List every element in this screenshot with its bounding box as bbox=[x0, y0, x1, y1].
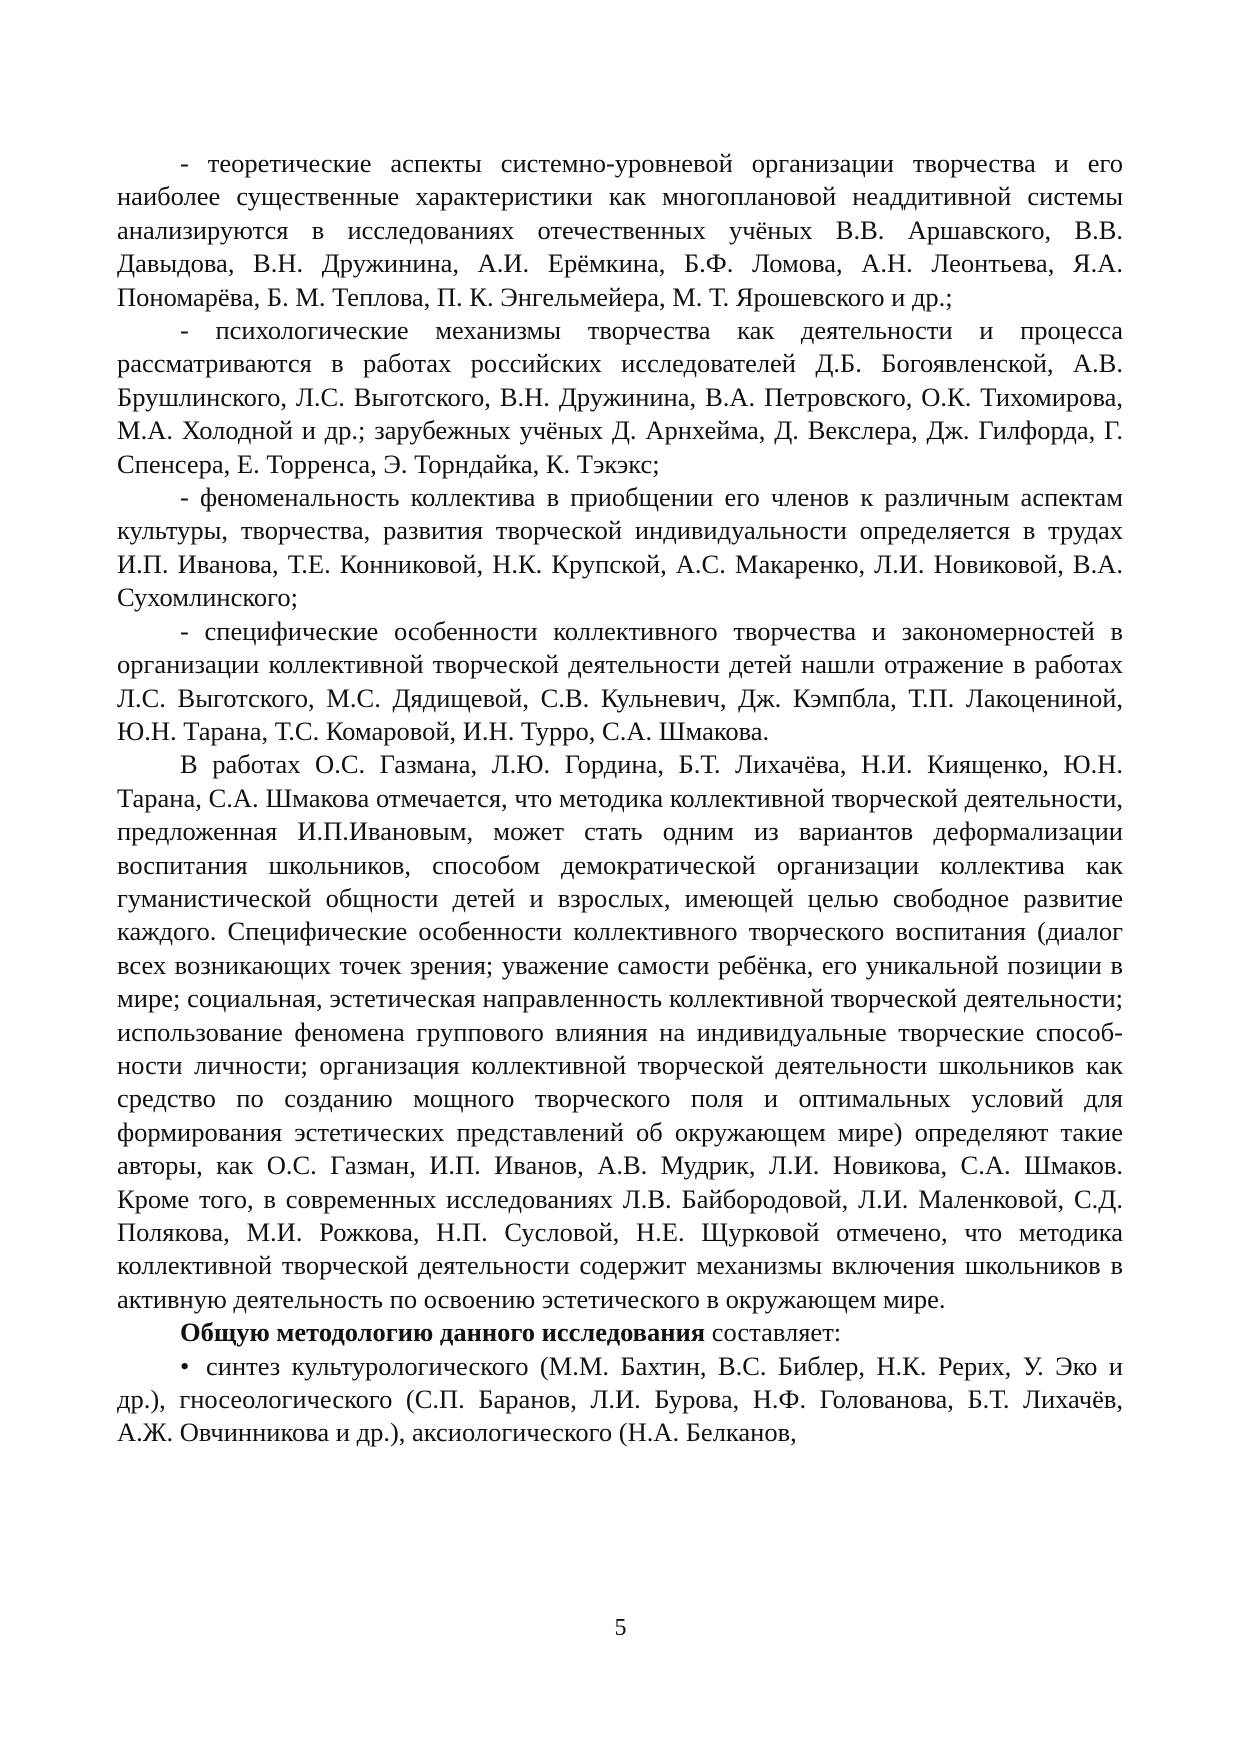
methodology-rest: составляет: bbox=[705, 1317, 842, 1348]
paragraph-collective-creativity: - специфические особенности коллективного творчества и закономерностей в организации коллективной творческой деятельности детей нашли отражение в работах Л.С. Выготского, М.С. Дядищевой, С.В. Кульневич, Дж. Кэмпбла, Т.П. Лакоцениной, Ю.Н. Тарана, Т.С. Комаровой, И.Н. Турро, С.А. Шмакова. bbox=[117, 615, 1123, 746]
paragraph-theoretical-aspects: - теоретические аспекты системно-уровневой организации творчества и его наиболее существенные характеристики как многоплановой неаддитивной системы анализируются в исследованиях отечественных учёных В.В. Аршавского, В.В. Давыдова, В.Н. Дружинина, А.И. Ерёмкина, Б.Ф. Ломова, А.Н. Леонтьева, Я.А. Пономарёва, Б. М. Теплова, П. К. Энгельмейера, М. Т. Ярошевского и др.; bbox=[117, 148, 1123, 312]
body-text bbox=[117, 147, 1123, 1450]
paragraph-collective-phenomenality: - феноменальность коллектива в приобщении его членов к различным аспектам культуры, творчества, развития творческой индивидуальности определяется в трудах И.П. Иванова, Т.Е. Конниковой, Н.К. Крупской, А.С. Макаренко, Л.И. Новиковой, В.А. Сухомлинского; bbox=[117, 482, 1123, 613]
bullet-icon: • bbox=[180, 1350, 190, 1381]
bullet-text: синтез культурологического (М.М. Бахтин, В.С. Библер, Н.К. Рерих, У. Эко и др.), гносеологического (С.П. Баранов, Л.И. Бурова, Н.Ф. Голованова, Б.Т. Лихачёв, А.Ж. Овчинникова и др.), аксиологического (Н.А. Белканов, bbox=[117, 1350, 1123, 1448]
bullet-item bbox=[117, 1350, 1123, 1450]
paragraph-psychological-mechanisms: - психологические механизмы творчества как деятельности и процесса рассматриваются в работах российских исследователей Д.Б. Богоявленской, А.В. Брушлинского, Л.С. Выготского, В.Н. Дружинина, В.А. Петровского, О.К. Тихомирова, М.А. Холодной и др.; зарубежных учёных Д. Арнхейма, Д. Векслера, Дж. Гилфорда, Г. Спенсера, Е. Торренса, Э. Торндайка, К. Тэкэкс; bbox=[117, 315, 1123, 479]
methodology-bold-lead: Общую методологию данного исследования bbox=[180, 1317, 706, 1348]
paragraph-works-review: В работах О.С. Газмана, Л.Ю. Гордина, Б.Т. Лихачёва, Н.И. Киященко, Ю.Н. Тарана, С.А. Шмакова отмечается, что методика коллективной творческой деятельности, предложенная И.П.Ивановым, может стать одним из вариантов деформализации воспитания школьников, способом демократической организации коллектива как гуманистической общности детей и взрослых, имеющей целью свободное развитие каждого. Специфические особенности коллективного творческого воспитания (диалог всех возникающих точек зрения; уважение самости ребёнка, его уникальной позиции в мире; социальная, эстетическая направленность коллективной творческой деятельности; использование феномена группового влияния на индивидуальные творческие способности личности; организация коллективной творческой деятельности школьников как средство по созданию мощного творческого поля и оптимальных условий для формирования эстетических представлений об окружающем мире) определяют такие авторы, как О.С. Газман, И.П. Иванов, А.В. Мудрик, Л.И. Новикова, С.А. Шмаков. Кроме того, в современных исследованиях Л.В. Байбородовой, Л.И. Маленковой, С.Д. Полякова, М.И. Рожкова, Н.П. Сусловой, Н.Е. Щурковой отмечено, что методика коллективной творческой деятельности содержит механизмы включения школьников в активную деятельность по освоению эстетического в окружающем мире. bbox=[117, 749, 1123, 1314]
paragraph-methodology-heading bbox=[117, 1316, 1123, 1349]
page-number: 5 bbox=[614, 1615, 627, 1641]
